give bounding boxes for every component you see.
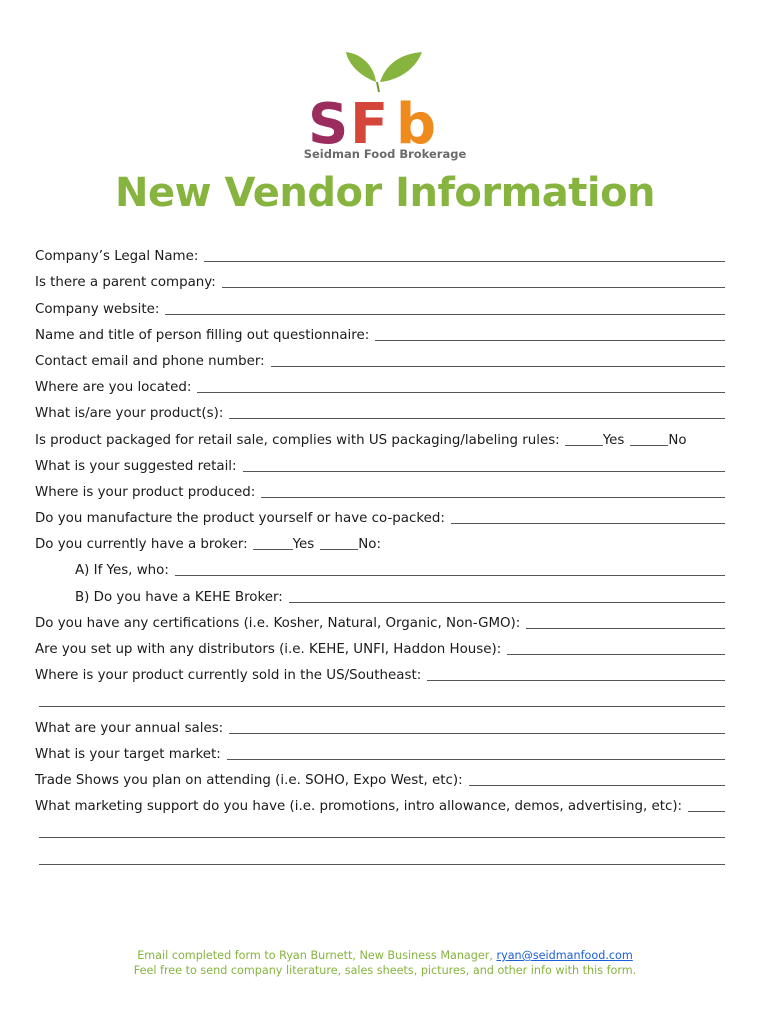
broker-who-field[interactable]	[175, 575, 725, 576]
legal-name-label: Company’s Legal Name:	[35, 249, 199, 265]
annual-sales-label: What are your annual sales:	[35, 720, 224, 736]
target-market-label: What is your target market:	[35, 746, 221, 762]
retail-label: What is your suggested retail:	[35, 458, 237, 474]
website-label: Company website:	[35, 301, 160, 317]
certifications-row	[35, 607, 725, 633]
contact-field[interactable]	[271, 366, 725, 367]
kehe-broker-row	[35, 580, 725, 606]
kehe-broker-field[interactable]	[289, 602, 725, 603]
marketing-field[interactable]	[688, 811, 725, 812]
manufacture-field[interactable]	[451, 523, 725, 524]
footer-instruction: Email completed form to Ryan Burnett, New Business Manager,	[137, 949, 497, 962]
svg-text:b: b	[396, 92, 437, 146]
trade-shows-field[interactable]	[469, 785, 725, 786]
footer-line-2: Feel free to send company literature, sales sheets, pictures, and other info with this form.	[133, 964, 637, 977]
retail-field[interactable]	[243, 471, 725, 472]
broker-row	[35, 528, 725, 554]
broker-yes-label: Yes	[292, 537, 315, 553]
marketing-continuation-row-1	[35, 816, 725, 842]
sold-where-continuation-field[interactable]	[39, 706, 725, 707]
contact-row	[35, 345, 725, 371]
packaged-yes-field[interactable]	[565, 445, 603, 446]
page-title: New Vendor Information	[114, 170, 656, 216]
trade-shows-row	[35, 764, 725, 790]
sold-where-field[interactable]	[427, 680, 725, 681]
svg-text:F: F	[350, 92, 389, 146]
produced-row	[35, 476, 725, 502]
location-label: Where are you located:	[35, 380, 192, 396]
distributors-field[interactable]	[507, 654, 725, 655]
legal-name-row	[35, 240, 725, 266]
marketing-continuation-row-2	[35, 842, 725, 868]
certifications-label: Do you have any certifications (i.e. Kosher, Natural, Organic, Non-GMO):	[35, 615, 521, 631]
footer	[0, 948, 770, 978]
manufacture-label: Do you manufacture the product yourself or have co-packed:	[35, 511, 445, 527]
distributors-label: Are you set up with any distributors (i.e. KEHE, UNFI, Haddon House):	[35, 642, 502, 657]
marketing-continuation-field-1[interactable]	[39, 837, 725, 838]
packaged-no-label: No	[668, 432, 687, 448]
annual-sales-row	[35, 711, 725, 737]
kehe-broker-label: B) Do you have a KEHE Broker:	[75, 589, 283, 605]
company-name: Seidman Food Brokerage	[303, 147, 467, 161]
manufacture-row	[35, 502, 725, 528]
website-field[interactable]	[165, 314, 725, 315]
broker-no-label: No:	[358, 537, 381, 553]
sold-where-label: Where is your product currently sold in the US/Southeast:	[35, 668, 422, 684]
products-label: What is/are your product(s):	[35, 406, 224, 422]
marketing-row	[35, 790, 725, 816]
vendor-form	[35, 240, 725, 869]
products-field[interactable]	[229, 418, 725, 419]
broker-who-row	[35, 554, 725, 580]
location-field[interactable]	[197, 392, 725, 393]
sold-where-continuation-row	[35, 685, 725, 711]
trade-shows-label: Trade Shows you plan on attending (i.e. SOHO, Expo West, etc):	[35, 772, 463, 788]
sold-where-row	[35, 659, 725, 685]
target-market-row	[35, 738, 725, 764]
retail-row	[35, 450, 725, 476]
produced-field[interactable]	[261, 497, 725, 498]
left-leaf-icon	[346, 52, 376, 82]
broker-yes-field[interactable]	[253, 549, 293, 550]
annual-sales-field[interactable]	[229, 733, 725, 734]
parent-company-field[interactable]	[222, 287, 725, 288]
marketing-continuation-field-2[interactable]	[39, 864, 725, 865]
person-field[interactable]	[375, 340, 725, 341]
products-row	[35, 397, 725, 423]
broker-label: Do you currently have a broker:	[35, 537, 248, 553]
packaged-label: Is product packaged for retail sale, complies with US packaging/labeling rules:	[35, 432, 560, 448]
website-row	[35, 292, 725, 318]
produced-label: Where is your product produced:	[35, 484, 256, 500]
marketing-label: What marketing support do you have (i.e. promotions, intro allowance, demos, advertising, etc):	[35, 799, 683, 815]
legal-name-field[interactable]	[204, 261, 725, 262]
certifications-field[interactable]	[526, 628, 725, 629]
contact-label: Contact email and phone number:	[35, 353, 265, 369]
packaged-no-field[interactable]	[630, 445, 668, 446]
packaged-yes-label: Yes	[602, 432, 625, 448]
sfb-logo-icon	[300, 46, 470, 146]
logo	[0, 40, 770, 165]
person-row	[35, 319, 725, 345]
target-market-field[interactable]	[227, 759, 725, 760]
distributors-row	[35, 633, 725, 659]
right-leaf-icon	[380, 52, 422, 82]
footer-line-1	[0, 948, 770, 963]
person-label: Name and title of person filling out questionnaire:	[35, 327, 370, 343]
parent-company-row	[35, 266, 725, 292]
location-row	[35, 371, 725, 397]
parent-company-label: Is there a parent company:	[35, 275, 216, 291]
packaged-row	[35, 423, 725, 449]
svg-text:S: S	[308, 92, 349, 146]
broker-no-field[interactable]	[320, 549, 358, 550]
email-link[interactable]: ryan@seidmanfood.com	[496, 949, 633, 962]
broker-who-label: A) If Yes, who:	[75, 563, 169, 579]
